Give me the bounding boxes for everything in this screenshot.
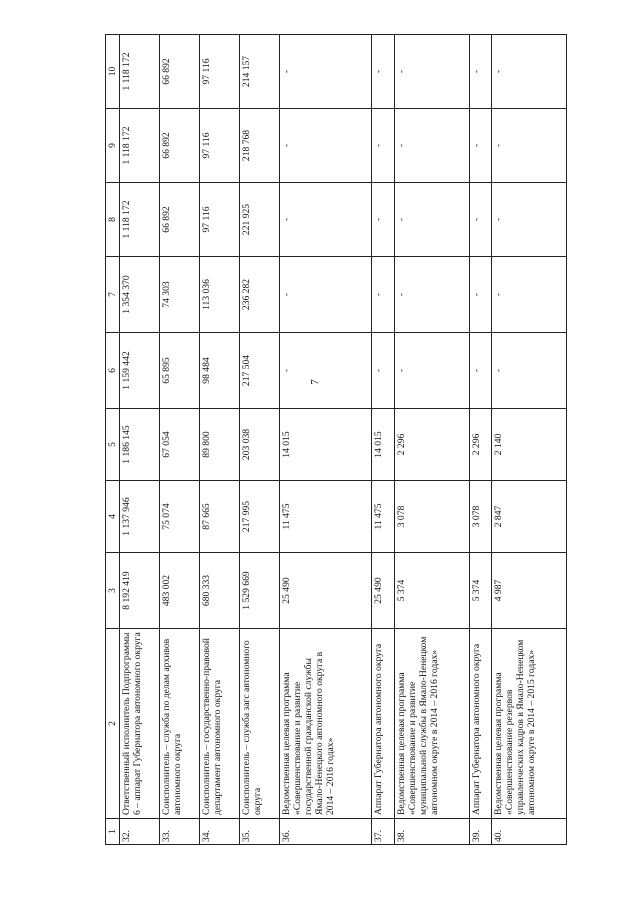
value-cell: 14 015 bbox=[372, 409, 394, 481]
value-cell: - bbox=[279, 333, 372, 409]
value-cell: 3 078 bbox=[394, 481, 469, 553]
value-cell: 66 892 bbox=[159, 109, 199, 183]
value-cell: 97 116 bbox=[199, 35, 239, 109]
value-cell: - bbox=[491, 257, 566, 333]
row-number: 40. bbox=[491, 819, 566, 845]
value-cell: - bbox=[394, 109, 469, 183]
value-cell: 5 374 bbox=[469, 553, 491, 629]
value-cell: 1 186 145 bbox=[120, 409, 160, 481]
value-cell: 2 140 bbox=[491, 409, 566, 481]
column-header-8: 8 bbox=[106, 183, 120, 257]
value-cell: 1 118 172 bbox=[120, 109, 160, 183]
row-name: Ведомственная целевая программа «Совершенствование и развитие муниципальной службы в Ямало-Ненецком автономном округе в 2014 – 2016 годах» bbox=[394, 629, 469, 819]
value-cell: - bbox=[469, 333, 491, 409]
value-cell: - bbox=[394, 183, 469, 257]
table-body bbox=[120, 35, 567, 845]
value-cell: 66 892 bbox=[159, 35, 199, 109]
value-cell: 87 665 bbox=[199, 481, 239, 553]
table-row bbox=[394, 35, 469, 845]
value-cell: - bbox=[372, 257, 394, 333]
value-cell: 2 296 bbox=[394, 409, 469, 481]
column-header-6: 6 bbox=[106, 333, 120, 409]
value-cell: - bbox=[491, 109, 566, 183]
rotated-table-wrapper bbox=[105, 35, 567, 845]
row-name: Соисполнитель – служба по делам архивов автономного округа bbox=[159, 629, 199, 819]
table-row bbox=[469, 35, 491, 845]
value-cell: 3 078 bbox=[469, 481, 491, 553]
value-cell: 25 490 bbox=[279, 553, 372, 629]
value-cell: 203 038 bbox=[239, 409, 279, 481]
value-cell: 75 074 bbox=[159, 481, 199, 553]
value-cell: - bbox=[372, 183, 394, 257]
row-name: Аппарат Губернатора автономного округа bbox=[372, 629, 394, 819]
value-cell: 113 036 bbox=[199, 257, 239, 333]
value-cell: - bbox=[469, 257, 491, 333]
value-cell: 2 847 bbox=[491, 481, 566, 553]
row-number: 35. bbox=[239, 819, 279, 845]
value-cell: - bbox=[469, 109, 491, 183]
budget-table bbox=[105, 34, 567, 845]
value-cell: 1 354 370 bbox=[120, 257, 160, 333]
value-cell: 97 116 bbox=[199, 183, 239, 257]
value-cell: 2 296 bbox=[469, 409, 491, 481]
column-header-5: 5 bbox=[106, 409, 120, 481]
row-name: Ответственный исполнитель Подпрограммы 6 – аппарат Губернатора автономного округа bbox=[120, 629, 160, 819]
value-cell: - bbox=[372, 35, 394, 109]
value-cell: - bbox=[372, 333, 394, 409]
column-header-10: 10 bbox=[106, 35, 120, 109]
value-cell: 4 987 bbox=[491, 553, 566, 629]
value-cell: 1 118 172 bbox=[120, 183, 160, 257]
table-row bbox=[159, 35, 199, 845]
value-cell: 5 374 bbox=[394, 553, 469, 629]
page-number: 7 bbox=[308, 379, 321, 385]
value-cell: 65 895 bbox=[159, 333, 199, 409]
value-cell: - bbox=[469, 183, 491, 257]
value-cell: 1 118 172 bbox=[120, 35, 160, 109]
row-number: 33. bbox=[159, 819, 199, 845]
value-cell: 221 925 bbox=[239, 183, 279, 257]
row-number: 37. bbox=[372, 819, 394, 845]
value-cell: 11 475 bbox=[372, 481, 394, 553]
value-cell: - bbox=[394, 257, 469, 333]
table-row bbox=[239, 35, 279, 845]
value-cell: 1 137 946 bbox=[120, 481, 160, 553]
value-cell: - bbox=[372, 109, 394, 183]
value-cell: 236 282 bbox=[239, 257, 279, 333]
column-header-7: 7 bbox=[106, 257, 120, 333]
row-number: 34. bbox=[199, 819, 239, 845]
value-cell: 98 484 bbox=[199, 333, 239, 409]
value-cell: - bbox=[491, 183, 566, 257]
value-cell: - bbox=[279, 183, 372, 257]
value-cell: 11 475 bbox=[279, 481, 372, 553]
row-number: 32. bbox=[120, 819, 160, 845]
column-header-9: 9 bbox=[106, 109, 120, 183]
value-cell: - bbox=[279, 35, 372, 109]
value-cell: 25 490 bbox=[372, 553, 394, 629]
row-name: Ведомственная целевая программа «Совершенствование резервов управленческих кадров в Ямало-Ненецком автономном округе в 2014 – 2015 годах» bbox=[491, 629, 566, 819]
value-cell: 218 768 bbox=[239, 109, 279, 183]
value-cell: 97 116 bbox=[199, 109, 239, 183]
value-cell: - bbox=[491, 35, 566, 109]
value-cell: - bbox=[279, 257, 372, 333]
value-cell: 66 892 bbox=[159, 183, 199, 257]
row-name: Аппарат Губернатора автономного округа bbox=[469, 629, 491, 819]
value-cell: - bbox=[469, 35, 491, 109]
row-name: Соисполнитель – государственно-правовой департамент автономного округа bbox=[199, 629, 239, 819]
row-number: 39. bbox=[469, 819, 491, 845]
value-cell: 680 333 bbox=[199, 553, 239, 629]
table-row bbox=[120, 35, 160, 845]
value-cell: - bbox=[394, 333, 469, 409]
table-row bbox=[372, 35, 394, 845]
value-cell: 214 157 bbox=[239, 35, 279, 109]
value-cell: 14 015 bbox=[279, 409, 372, 481]
value-cell: - bbox=[394, 35, 469, 109]
value-cell: 89 800 bbox=[199, 409, 239, 481]
value-cell: - bbox=[491, 333, 566, 409]
table-row bbox=[491, 35, 566, 845]
value-cell: - bbox=[279, 109, 372, 183]
row-number: 36. bbox=[279, 819, 372, 845]
column-header-3: 3 bbox=[106, 553, 120, 629]
value-cell: 483 002 bbox=[159, 553, 199, 629]
table-header-row bbox=[106, 35, 120, 845]
table-row bbox=[199, 35, 239, 845]
value-cell: 67 054 bbox=[159, 409, 199, 481]
column-header-2: 2 bbox=[106, 629, 120, 819]
value-cell: 217 504 bbox=[239, 333, 279, 409]
value-cell: 74 303 bbox=[159, 257, 199, 333]
value-cell: 1 159 442 bbox=[120, 333, 160, 409]
column-header-1: 1 bbox=[106, 819, 120, 845]
value-cell: 217 995 bbox=[239, 481, 279, 553]
column-header-4: 4 bbox=[106, 481, 120, 553]
value-cell: 1 529 669 bbox=[239, 553, 279, 629]
rotated-table-content bbox=[105, 35, 567, 845]
table-row bbox=[279, 35, 372, 845]
row-number: 38. bbox=[394, 819, 469, 845]
row-name: Соисполнитель – служба загс автономного округа bbox=[239, 629, 279, 819]
row-name: Ведомственная целевая программа «Совершенствование и развитие государственной гражданской службы Ямало-Ненецкого автономного округа в 2014 – 2016 годах» bbox=[279, 629, 372, 819]
value-cell: 8 192 419 bbox=[120, 553, 160, 629]
